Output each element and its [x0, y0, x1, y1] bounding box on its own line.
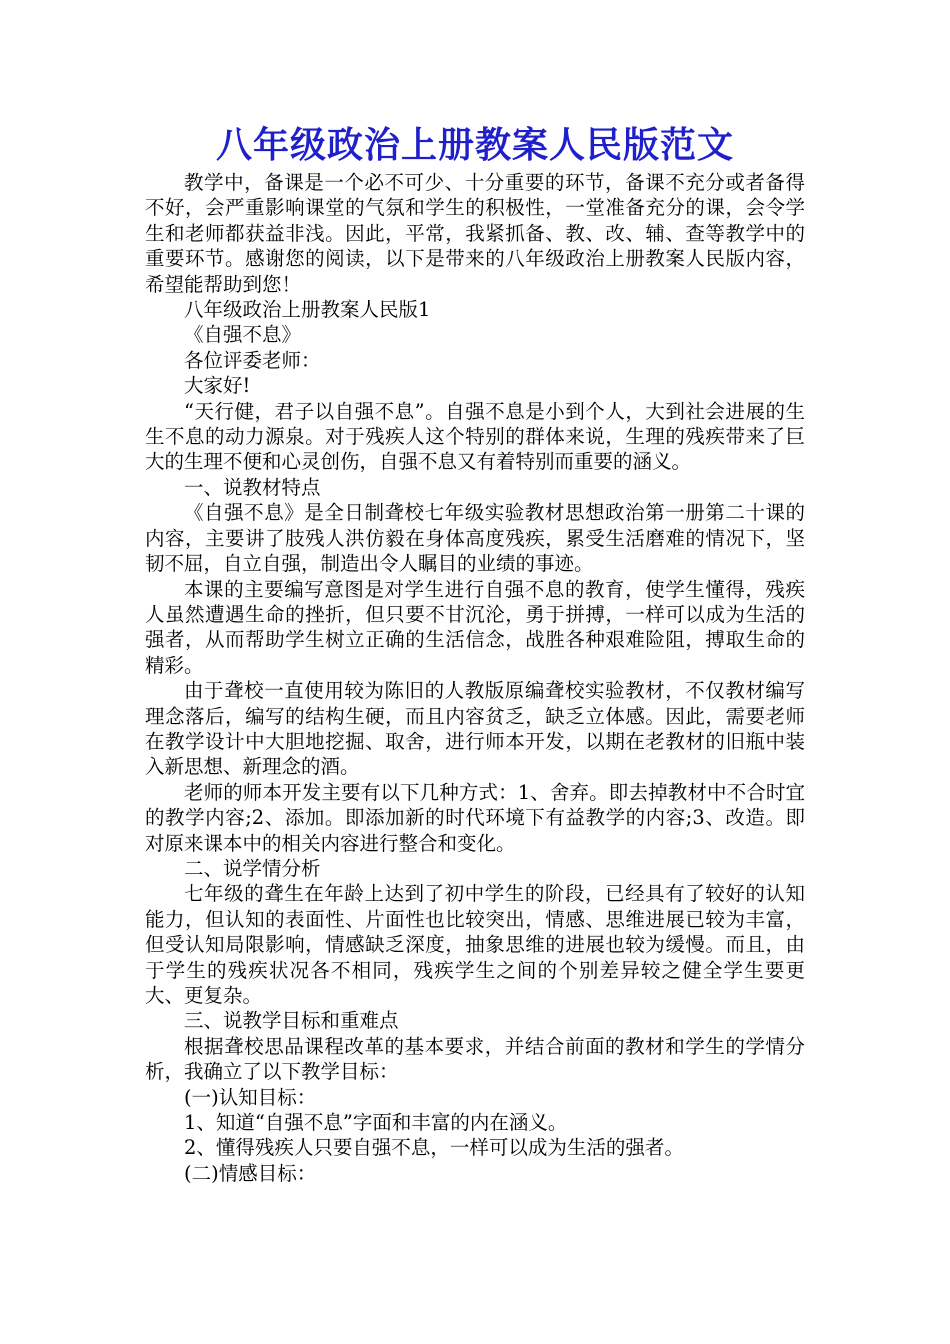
body-paragraph: “天行健，君子以自强不息”。自强不息是小到个人，大到社会进展的生生不息的动力源泉。对于残疾人这个特别的群体来说，生理的残疾带来了巨大的生理不便和心灵创伤，自强不息又有着特别而重要的涵义。 — [145, 399, 805, 474]
section-title-1: 八年级政治上册教案人民版1 — [184, 298, 431, 322]
body-paragraph: 《自强不息》是全日制聋校七年级实验教材思想政治第一册第二十课的内容，主要讲了肢残人洪仿毅在身体高度残疾，累受生活磨难的情况下，坚韧不屈，自立自强，制造出令人瞩目的业绩的事迹。 — [145, 501, 805, 576]
body-paragraph: 根据聋校思品课程改革的基本要求，并结合前面的教材和学生的学情分析，我确立了以下教学目标： — [145, 1034, 805, 1084]
list-item: 2、懂得残疾人只要自强不息，一样可以成为生活的强者。 — [184, 1136, 684, 1160]
lesson-title: 《自强不息》 — [184, 323, 302, 347]
greeting-judges: 各位评委老师： — [184, 348, 321, 372]
body-paragraph: 由于聋校一直使用较为陈旧的人教版原编聋校实验教材，不仅教材编写理念落后，编写的结构生硬，而且内容贫乏，缺乏立体感。因此，需要老师在教学设计中大胆地挖掘、取舍，进行师本开发，以期在老教材的旧瓶中装入新思想、新理念的酒。 — [145, 679, 805, 779]
heading-student-analysis: 二、说学情分析 — [184, 856, 321, 880]
body-paragraph: 本课的主要编写意图是对学生进行自强不息的教育，使学生懂得，残疾人虽然遭遇生命的挫折，但只要不甘沉沦，勇于拼搏，一样可以成为生活的强者，从而帮助学生树立正确的生活信念，战胜各种艰难险阻，搏取生命的精彩。 — [145, 577, 805, 677]
list-item: 1、知道“自强不息”字面和丰富的内在涵义。 — [184, 1111, 568, 1135]
document-page — [145, 120, 805, 1186]
greeting-all: 大家好! — [184, 374, 251, 398]
heading-teaching-goals: 三、说教学目标和重难点 — [184, 1009, 399, 1033]
subheading-cognitive-goals: (一)认知目标： — [184, 1085, 317, 1109]
subheading-emotional-goals: (二)情感目标： — [184, 1161, 317, 1185]
body-paragraph: 老师的师本开发主要有以下几种方式：1、舍弃。即去掉教材中不合时宜的教学内容;2、添加。即添加新的时代环境下有益教学的内容;3、改造。即对原来课本中的相关内容进行整合和变化。 — [145, 780, 805, 855]
document-title: 八年级政治上册教案人民版范文 — [215, 124, 734, 166]
body-paragraph: 七年级的聋生在年龄上达到了初中学生的阶段，已经具有了较好的认知能力，但认知的表面性、片面性也比较突出，情感、思维进展已较为丰富，但受认知局限影响，情感缺乏深度，抽象思维的进展也较为缓慢。而且，由于学生的残疾状况各不相同，残疾学生之间的个别差异较之健全学生要更大、更复杂。 — [145, 882, 805, 1007]
intro-paragraph: 教学中，备课是一个必不可少、十分重要的环节，备课不充分或者备得不好，会严重影响课堂的气氛和学生的积极性，一堂准备充分的课，会令学生和老师都获益非浅。因此，平常，我紧抓备、教、改、辅、查等教学中的重要环节。感谢您的阅读，以下是带来的八年级政治上册教案人民版内容，希望能帮助到您！ — [145, 171, 805, 296]
heading-textbook-features: 一、说教材特点 — [184, 475, 321, 499]
